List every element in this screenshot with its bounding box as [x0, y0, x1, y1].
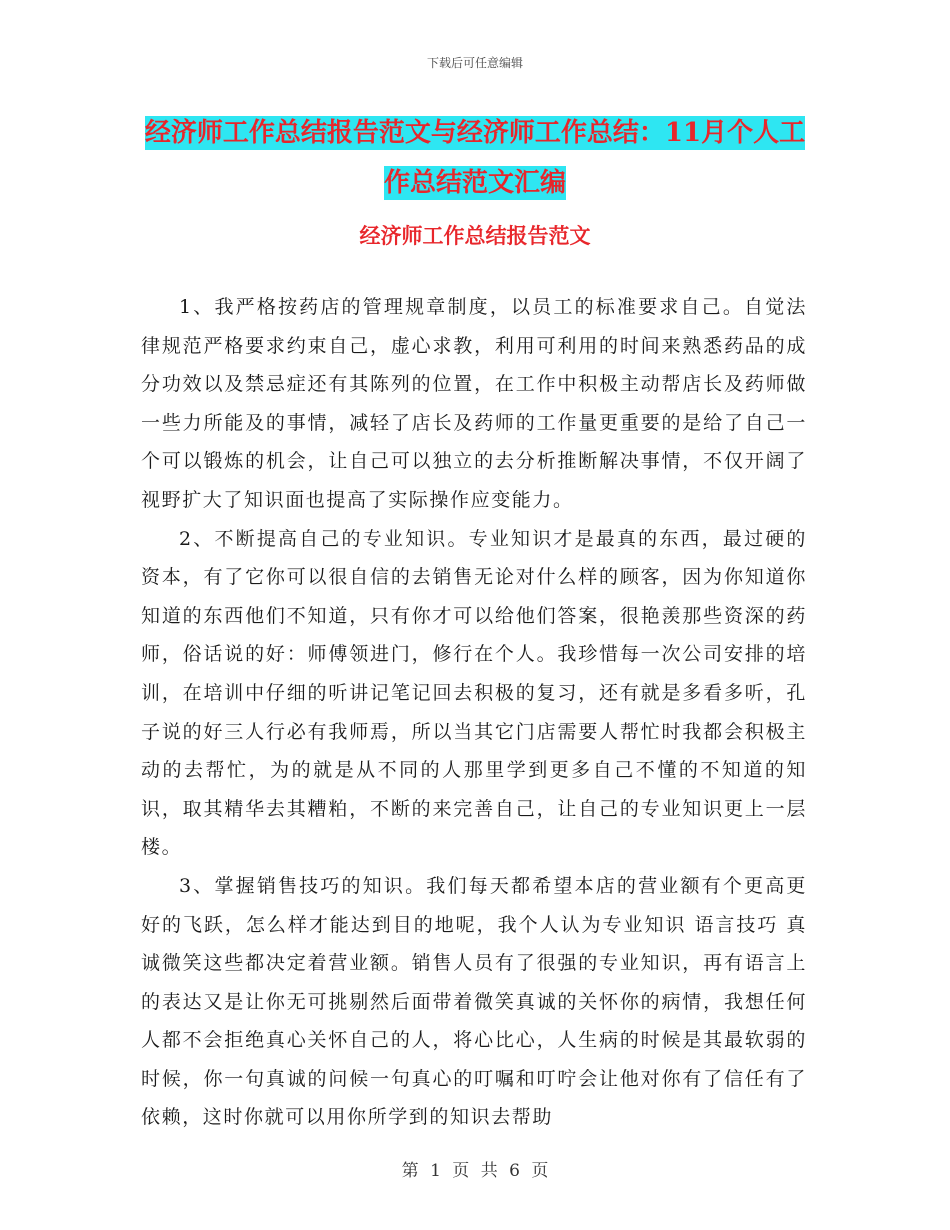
paragraph: 3、掌握销售技巧的知识。我们每天都希望本店的营业额有个更高更好的飞跃，怎么样才能达到目的地呢，我个人认为专业知识 语言技巧 真诚微笑这些都决定着营业额。销售人员有了很强的专业知识，再有语言上的表达又是让你无可挑剔然后面带着微笑真诚的关怀你的病情，我想任何人都不会拒绝真心关怀自己的人，将心比心，人生病的时候是其最软弱的时候，你一句真诚的问候一句真心的叮嘱和叮咛会让他对你有了信任有了依赖，这时你就可以用你所学到的知识去帮助	[141, 874, 807, 1129]
page-number: 第 1 页 共 6 页	[401, 1161, 549, 1181]
document-title	[140, 108, 810, 208]
section-title: 经济师工作总结报告范文	[359, 223, 591, 248]
body-text	[141, 288, 807, 1137]
document-title-text: 经济师工作总结报告范文与经济师工作总结：11月个人工作总结范文汇编	[144, 118, 806, 198]
paragraph: 1、我严格按药店的管理规章制度，以员工的标准要求自己。自觉法律规范严格要求约束自己，虚心求教，利用可利用的时间来熟悉药品的成分功效以及禁忌症还有其陈列的位置，在工作中积极主动帮店长及药师做一些力所能及的事情，减轻了店长及药师的工作量更重要的是给了自己一个可以锻炼的机会，让自己可以独立的去分析推断解决事情，不仅开阔了视野扩大了知识面也提高了实际操作应变能力。	[141, 296, 807, 511]
header-note: 下载后可任意编辑	[426, 56, 523, 70]
paragraph: 2、不断提高自己的专业知识。专业知识才是最真的东西，最过硬的资本，有了它你可以很自信的去销售无论对什么样的顾客，因为你知道你知道的东西他们不知道，只有你才可以给他们答案，很艳羡那些资深的药师，俗话说的好：师傅领进门，修行在个人。我珍惜每一次公司安排的培训，在培训中仔细的听讲记笔记回去积极的复习，还有就是多看多听，孔子说的好三人行必有我师焉，所以当其它门店需要人帮忙时我都会积极主动的去帮忙，为的就是从不同的人那里学到更多自己不懂的不知道的知识，取其精华去其糟粕，不断的来完善自己，让自己的专业知识更上一层楼。	[141, 527, 807, 859]
